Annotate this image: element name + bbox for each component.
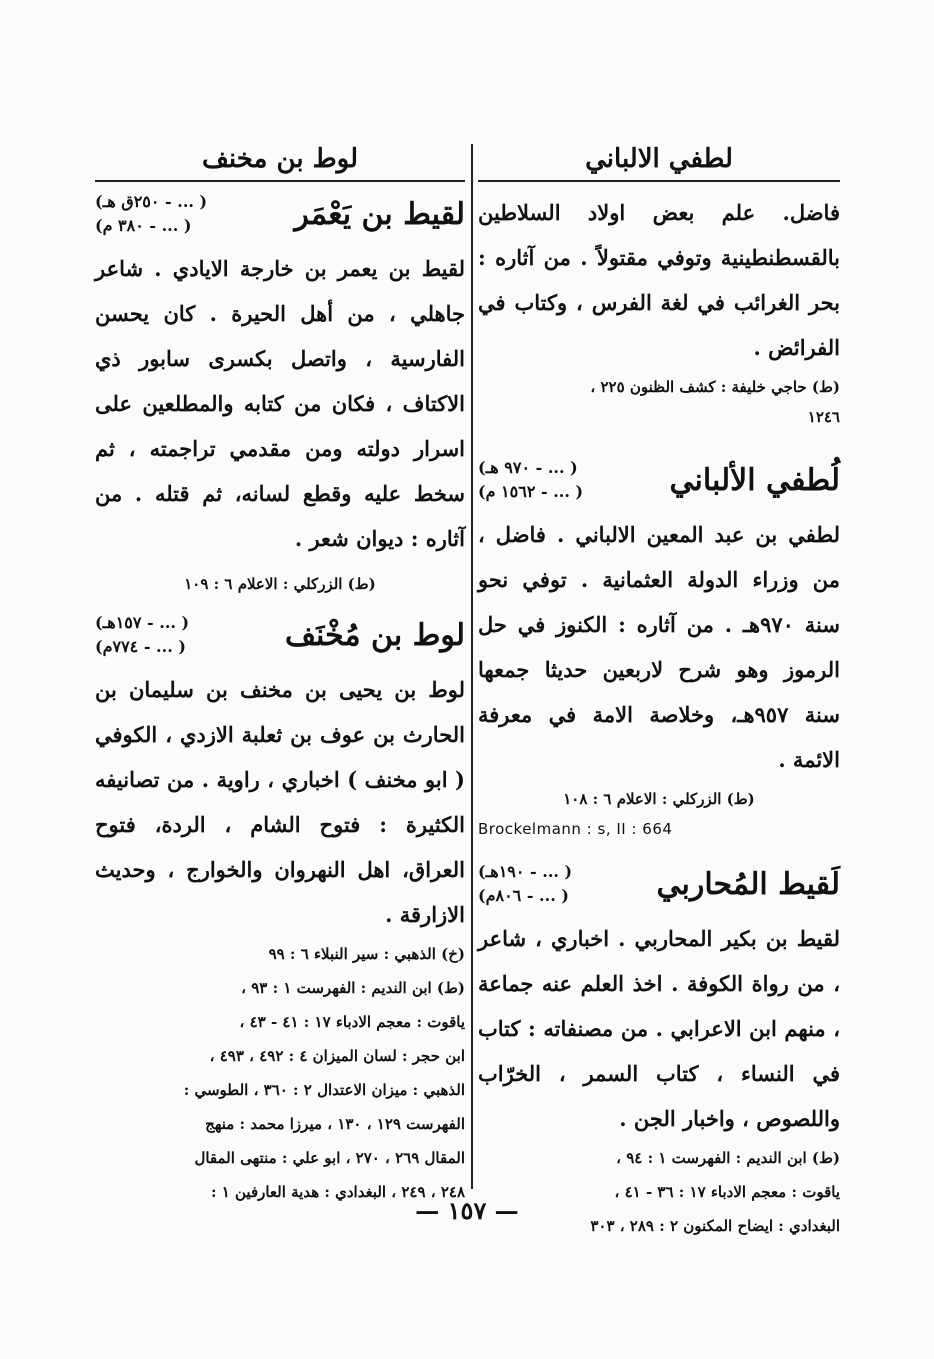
date-hijri: ( ... - ٢٥٠ق هـ) [95, 192, 208, 211]
entry-title: لَقيط المُحاربي [656, 866, 840, 902]
entry-reference: الذهبي : ميزان الاعتدال ٢ : ٣٦٠ ، الطوسي : [183, 1081, 465, 1099]
date-hijri: ( ... - ١٥٧هـ) [95, 613, 190, 632]
right-column-header: لطفي الالباني [585, 144, 733, 174]
entry-reference: (ط) الزركلي : الاعلام ٦ : ١٠٨ [563, 790, 755, 808]
date-gregorian: ( ... - ٨٠٦م) [478, 886, 569, 905]
entry-dates [478, 456, 583, 504]
entry-title: لُطفي الألباني [669, 462, 840, 498]
entry-reference: المقال ٢٦٩ ، ٢٧٠ ، ابو علي : منتهى المقال [194, 1149, 465, 1167]
date-gregorian: ( ... - ٧٧٤م) [95, 637, 186, 656]
date-hijri: ( ... - ٩٧٠ هـ) [478, 458, 578, 477]
entry-body: لطفي بن عبد المعين الالباني . فاضل ، من وزراء الدولة العثمانية . توفي نحو سنة ٩٧٠هـ . من آثاره : الكنوز في حل الرموز وهو شرح لاربعين حديثا جمعها سنة ٩٥٧هـ، وخلاصة الامة في معرفة الائمة . [478, 522, 840, 772]
entry-laqit-ibn-yamar [95, 190, 465, 601]
page-number: — ١٥٧ — [415, 1196, 519, 1225]
entry-reference: (ط) ابن النديم : الفهرست ١ : ٩٣ ، [241, 979, 465, 997]
entry-title: لوط بن مُخْنَف [285, 617, 465, 653]
column-divider [471, 144, 473, 1189]
date-gregorian: ( ... - ١٥٦٢ م) [478, 482, 584, 501]
entry-body: لقيط بن يعمر بن خارجة الايادي . شاعر جاهلي ، من أهل الحيرة . كان يحسن الفارسية ، واتصل بكسرى سابور ذي الاكتاف ، فكان من كتابه والمطلعين على اسرار دولته ومن مقدمي تراجمته ، ثم سخط عليه وقطع لسانه، ثم قتله . من آثاره : ديوان شعر . [95, 256, 465, 551]
entry-body: لوط بن يحيى بن مخنف بن سليمان بن الحارث بن عوف بن ثعلبة الازدي ، الكوفي ( ابو مخنف ) اخباري ، راوية . من تصانيفه الكثيرة : فتوح الشام ، الردة، فتوح العراق، اهل النهروان والخوارج ، وحديث الازارقة . [95, 677, 465, 927]
right-column [478, 140, 840, 1243]
entry-reference: (ط) ابن النديم : الفهرست ١ : ٩٤ ، [616, 1149, 840, 1167]
left-column [95, 140, 465, 1209]
entry-dates [478, 860, 572, 908]
entry-dates [95, 190, 207, 238]
lead-reference: (ط) حاجي خليفة : كشف الظنون ٢٢٥ ، [590, 378, 840, 396]
entry-reference: ياقوت : معجم الادباء ١٧ : ٣٦ - ٤١ ، [614, 1183, 840, 1201]
entry-reference-latin: Brockelmann : s, II : 664 [478, 820, 673, 838]
lead-paragraph: فاضل. علم بعض اولاد السلاطين بالقسطنطينية وتوفي مقتولاً . من آثاره : بحر الغرائب في لغة الفرس ، وكتاب في الفرائض . [478, 200, 840, 360]
entry-reference: (ط) الزركلي : الاعلام ٦ : ١٠٩ [184, 575, 376, 593]
entry-dates [95, 611, 189, 659]
entry-reference: ياقوت : معجم الادباء ١٧ : ٤١ - ٤٣ ، [239, 1013, 465, 1031]
date-hijri: ( ... - ١٩٠هـ) [478, 862, 573, 881]
left-header-rule [95, 180, 465, 182]
date-gregorian: ( ... - ٣٨٠ م) [95, 216, 192, 235]
entry-lut-ibn-mikhnaf [95, 611, 465, 1209]
entry-body: لقيط بن بكير المحاربي . اخباري ، شاعر ، من رواة الكوفة . اخذ العلم عنه جماعة ، منهم ابن الاعرابي . من مصنفاته : كتاب في النساء ، كتاب السمر ، الخرّاب واللصوص ، واخبار الجن . [478, 926, 840, 1131]
left-column-header: لوط بن مخنف [202, 144, 358, 174]
entry-reference: ابن حجر : لسان الميزان ٤ : ٤٩٢ ، ٤٩٣ ، [209, 1047, 465, 1065]
entry-lutfi-albani [478, 456, 840, 842]
lead-reference: ١٢٤٦ [807, 408, 840, 426]
entry-title: لقيط بن يَعْمَر [294, 196, 465, 232]
entry-laqit-almuharibi [478, 860, 840, 1243]
right-header-rule [478, 180, 840, 182]
entry-reference: الفهرست ١٢٩ ، ١٣٠ ، ميرزا محمد : منهج [205, 1115, 465, 1133]
entry-reference: البغدادي : ايضاح المكنون ٢ : ٢٨٩ ، ٣٠٣ [590, 1217, 840, 1235]
entry-reference: ٢٤٨ ، ٢٤٩ ، البغدادي : هدية العارفين ١ : [210, 1183, 465, 1201]
entry-reference: (خ) الذهبي : سير النبلاء ٦ : ٩٩ [268, 945, 465, 963]
